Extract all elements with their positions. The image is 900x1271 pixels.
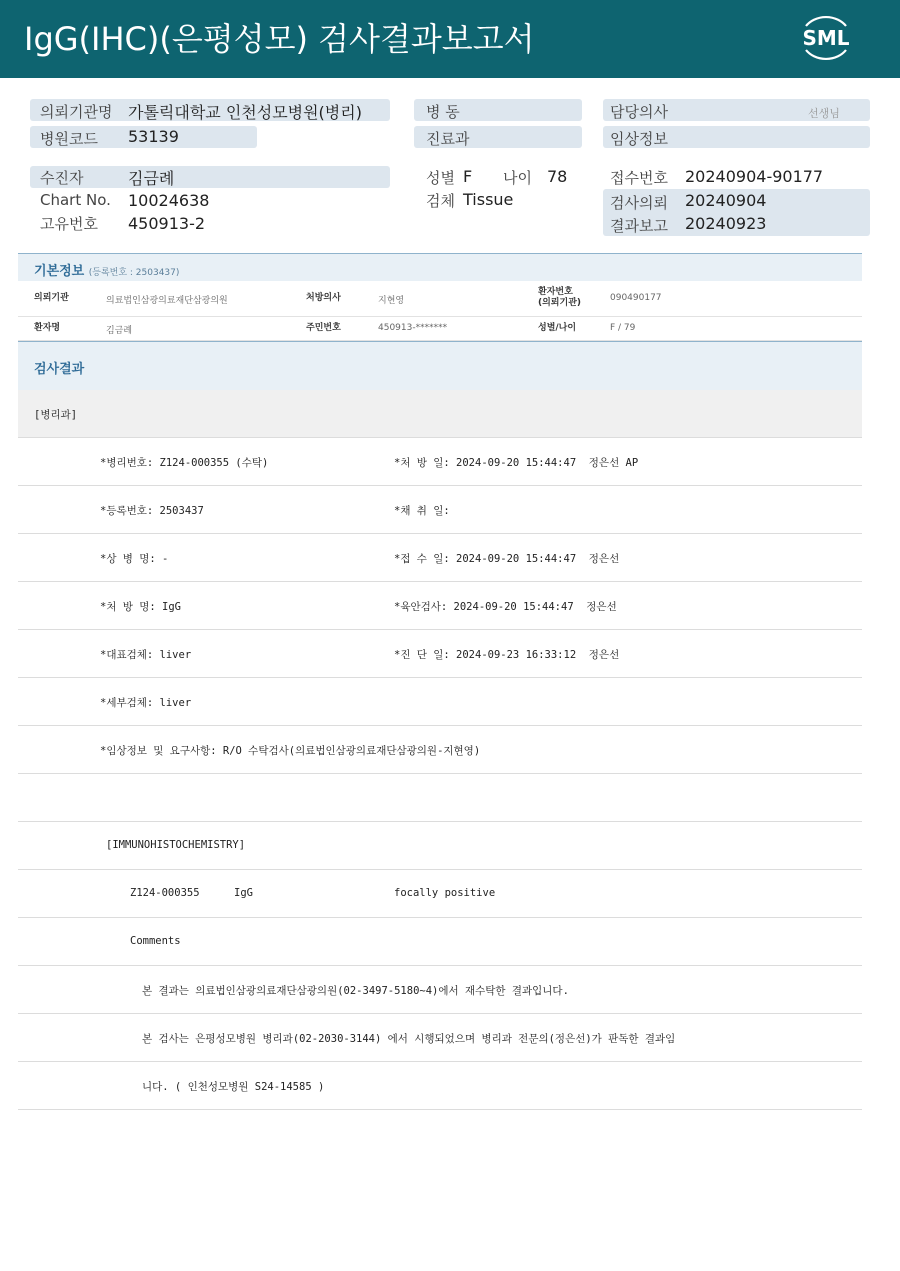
ihc-result-row [18,870,862,918]
request-label: 검사의뢰 [610,194,668,212]
result-row [18,726,862,774]
request-value: 20240904 [685,191,767,210]
comment-line: 니다. ( 인천성모병원 S24-14585 ) [142,1081,325,1093]
result-left: *등록번호: 2503437 [100,505,204,517]
ihc-result: focally positive [394,887,496,899]
dept-label: [병리과] [34,409,78,421]
inst-value: 의료법인삼광의료재단삼광의원 [106,296,228,306]
results-title: 검사결과 [34,362,85,377]
comment-row [18,1062,862,1110]
sex-age-label: 성별/나이 [538,323,577,333]
institution-value: 가톨릭대학교 인천성모병원(병리) [128,103,362,122]
result-right: *처 방 일: 2024-09-20 15:44:47 정은선 AP [394,457,639,469]
patient-value: 김금례 [128,169,175,188]
receipt-label: 접수번호 [610,169,668,187]
basic-info-title: 기본정보 (등록번호 : 2503437) [34,264,180,279]
rrn-label: 주민번호 [306,323,341,333]
comment-line: 본 결과는 의료법인삼광의료재단삼광의원(02-3497-5180~4)에서 재수탁한 결과입니다. [142,985,569,997]
result-row [18,678,862,726]
hospital-code-value: 53139 [128,127,179,146]
result-row [18,582,862,630]
result-row [18,630,862,678]
comment-line: 본 검사는 은평성모병원 병리과(02-2030-3144) 에서 시행되었으며 병리과 전문의(정은선)가 판독한 결과임 [142,1033,676,1045]
result-row [18,534,862,582]
result-left: *처 방 명: IgG [100,601,182,613]
patient-id-value: 090490177 [610,293,662,303]
result-left: *대표검체: liver [100,649,192,661]
result-left: *병리번호: Z124-000355 (수탁) [100,457,269,469]
comments-label: Comments [130,935,181,947]
prescriber-value: 지현영 [378,296,405,306]
ihc-case-number: Z124-000355 [130,887,200,899]
clinical-label: 임상정보 [610,130,668,148]
report-label: 결과보고 [610,217,668,235]
inst-label: 의뢰기관 [34,293,69,303]
hospital-code-label: 병원코드 [40,130,98,148]
comment-row [18,966,862,1014]
patient-id-label: 환자번호 (의뢰기관) [538,287,582,308]
receipt-value: 20240904-90177 [685,167,824,186]
specimen-value: Tissue [463,190,514,209]
patient-bar [30,166,390,188]
chart-no-value: 10024638 [128,191,210,210]
basic-info-row-1 [18,281,862,317]
result-right: *진 단 일: 2024-09-23 16:33:12 정은선 [394,649,620,661]
ward-label: 병 동 [426,103,460,121]
result-left: *임상정보 및 요구사항: R/O 수탁검사(의료법인삼광의료재단삼광의원-지현영) [100,745,481,757]
report-value: 20240923 [685,214,767,233]
results-header [18,341,862,390]
age-value: 78 [547,167,568,186]
sml-logo [796,12,856,64]
basic-info-header [18,253,862,281]
age-label: 나이 [503,169,532,187]
dept-label: 진료과 [426,130,470,148]
result-row [18,486,862,534]
result-left: *상 병 명: - [100,553,169,565]
basic-info-row-2 [18,317,862,341]
chart-no-label: Chart No. [40,191,111,209]
ihc-header-row [18,822,862,870]
doctor-suffix: 선생님 [808,107,840,120]
result-row [18,438,862,486]
dept-row [18,390,862,438]
sex-label: 성별 [426,169,455,187]
result-right: *접 수 일: 2024-09-20 15:44:47 정은선 [394,553,620,565]
result-right: *육안검사: 2024-09-20 15:44:47 정은선 [394,601,617,613]
rrn-value: 450913-******* [378,323,448,333]
result-right: *채 취 일: [394,505,450,517]
prescriber-label: 처방의사 [306,293,341,303]
specimen-label: 검체 [426,192,455,210]
patient-label: 수진자 [40,169,84,187]
sex-age-value: F / 79 [610,323,636,333]
sex-value: F [463,167,473,186]
report-header [0,0,900,78]
ihc-marker: IgG [234,887,253,899]
result-left: *세부검체: liver [100,697,192,709]
registration-number: (등록번호 : 2503437) [88,268,180,278]
doctor-label: 담당의사 [610,103,668,121]
unique-no-value: 450913-2 [128,214,206,233]
comments-label-row [18,918,862,966]
name-label: 환자명 [34,323,61,333]
institution-label: 의뢰기관명 [40,103,113,121]
ihc-header: [IMMUNOHISTOCHEMISTRY] [106,839,246,851]
logo-text: SML [802,26,850,50]
unique-no-label: 고유번호 [40,215,98,233]
comment-row [18,1014,862,1062]
blank-row [18,774,862,822]
report-title: IgG(IHC)(은평성모) 검사결과보고서 [24,20,535,58]
name-value: 김금례 [106,326,133,336]
